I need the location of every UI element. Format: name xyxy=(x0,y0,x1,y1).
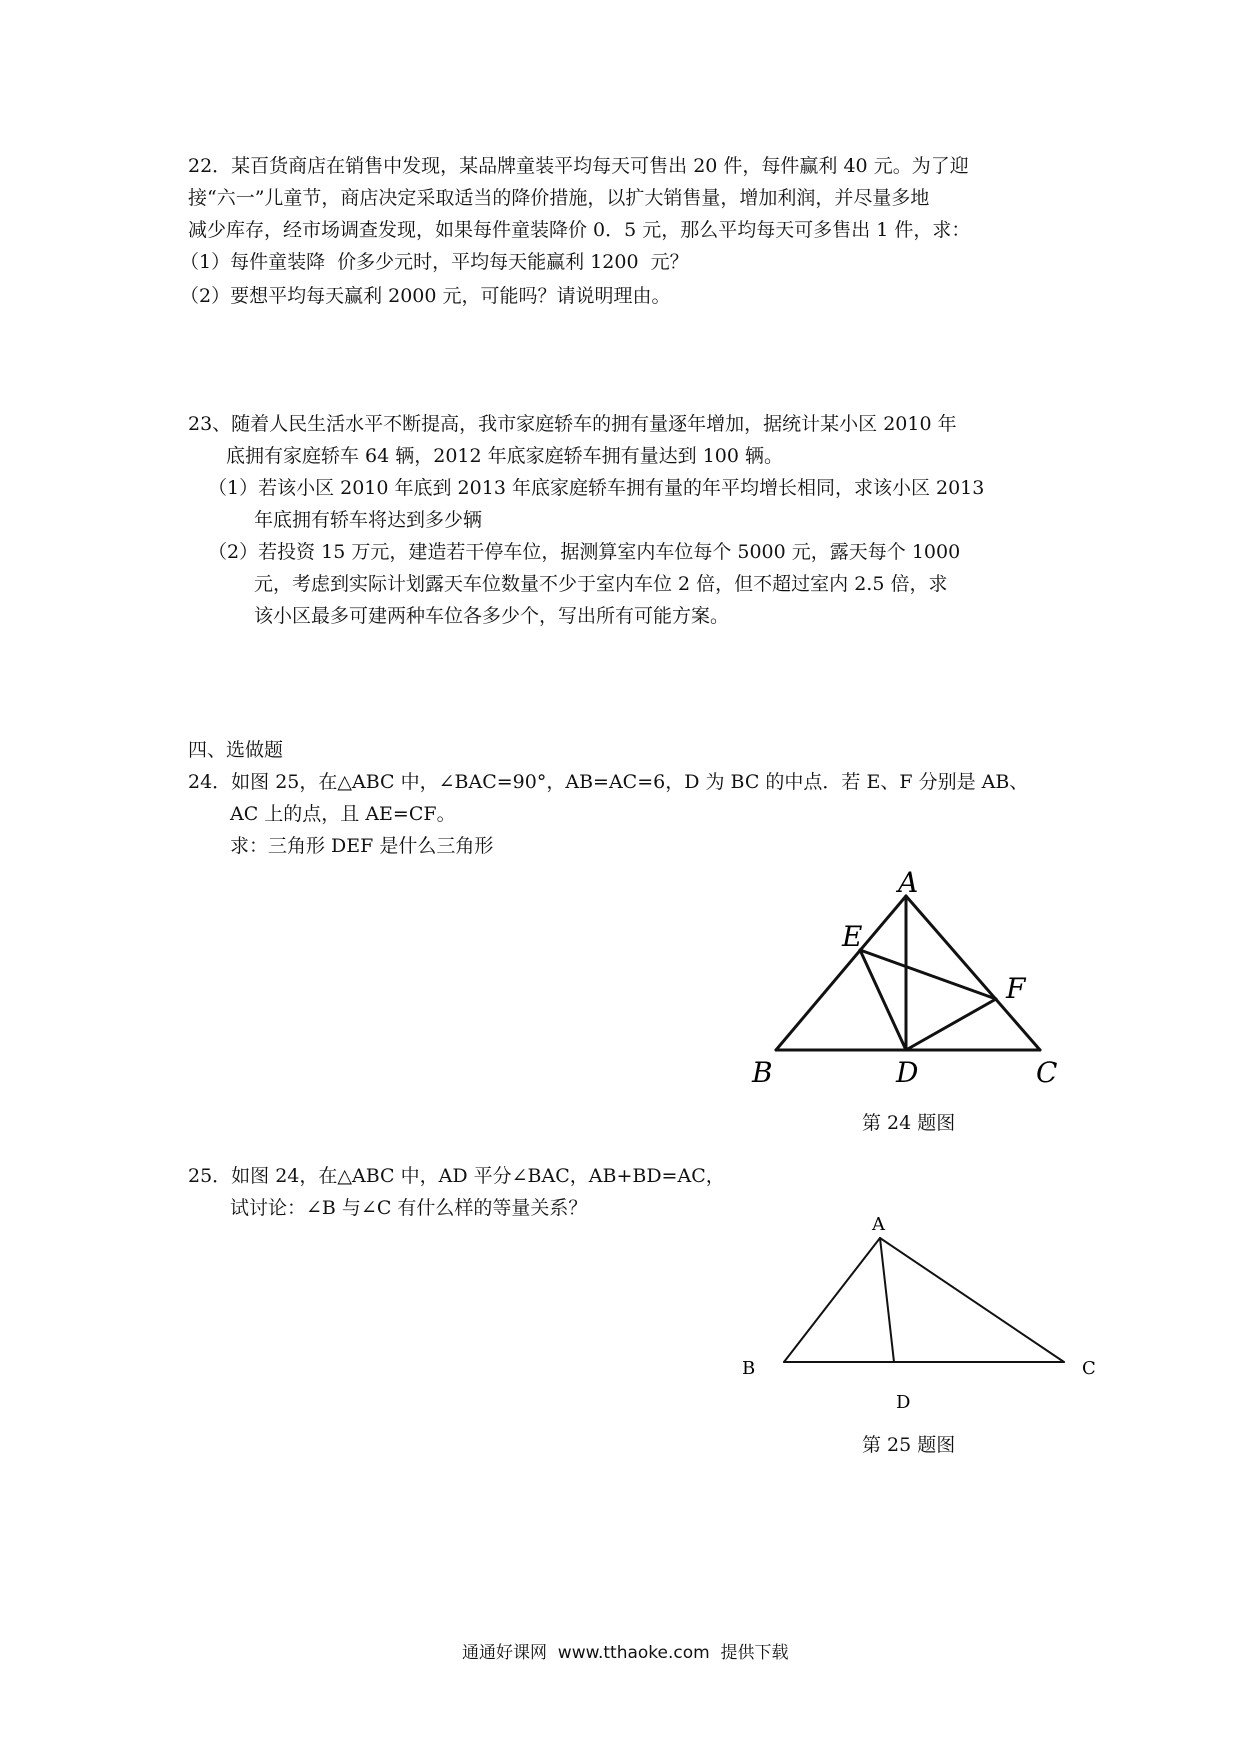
fig24-side-ac xyxy=(906,896,1040,1050)
q23-line-4: 年底拥有轿车将达到多少辆 xyxy=(254,509,483,531)
q22-line-3: 减少库存，经市场调查发现，如果每件童装降价 0．5 元，那么平均每天可多售出 1 件，求： xyxy=(188,219,971,241)
fig24-label-a: A xyxy=(898,866,919,899)
fig25-segment-ad xyxy=(880,1238,894,1362)
q22-line-1: 22．某百货商店在销售中发现，某品牌童装平均每天可售出 20 件，每件赢利 40 元。为了迎 xyxy=(188,155,969,177)
q23-line-6: 元，考虑到实际计划露天车位数量不少于室内车位 2 倍，但不超过室内 2.5 倍，求 xyxy=(254,573,948,595)
q22-line-4: （1）每件童装降 价多少元时，平均每天能赢利 1200 元？ xyxy=(180,251,689,273)
q22-line-2: 接“六一”儿童节，商店决定采取适当的降价措施，以扩大销售量，增加利润，并尽量多地 xyxy=(188,187,930,209)
figure-25-caption: 第 25 题图 xyxy=(862,1434,956,1456)
q23-line-3: （1）若该小区 2010 年底到 2013 年底家庭轿车拥有量的年平均增长相同，求该小区 2013 xyxy=(208,477,985,499)
q23-line-7: 该小区最多可建两种车位各多少个，写出所有可能方案。 xyxy=(254,605,730,627)
fig25-label-a: A xyxy=(872,1214,885,1235)
fig24-segment-ed xyxy=(860,950,906,1050)
q22-line-5: （2）要想平均每天赢利 2000 元，可能吗？请说明理由。 xyxy=(180,285,671,307)
fig24-label-c: C xyxy=(1036,1056,1058,1089)
q23-line-1: 23、随着人民生活水平不断提高，我市家庭轿车的拥有量逐年增加，据统计某小区 2010 年 xyxy=(188,413,957,435)
fig25-label-b: B xyxy=(742,1358,756,1379)
q24-line-1: 24．如图 25，在△ABC 中，∠BAC=90°，AB=AC=6，D 为 BC 的中点．若 E、F 分别是 AB、 xyxy=(188,771,1029,793)
fig25-label-d: D xyxy=(896,1392,911,1413)
fig24-label-f: F xyxy=(1006,972,1026,1005)
fig24-segment-ef xyxy=(860,950,996,999)
fig24-label-b: B xyxy=(752,1056,773,1089)
fig24-segment-fd xyxy=(906,999,996,1050)
section-heading: 四、选做题 xyxy=(188,739,284,761)
fig25-label-c: C xyxy=(1082,1358,1096,1379)
q25-line-2: 试讨论：∠B 与∠C 有什么样的等量关系？ xyxy=(230,1197,588,1219)
fig24-side-ab xyxy=(776,896,906,1050)
q24-line-2: AC 上的点，且 AE=CF。 xyxy=(230,803,456,825)
q25-line-1: 25．如图 24，在△ABC 中，AD 平分∠BAC，AB+BD=AC， xyxy=(188,1165,725,1187)
q24-line-3: 求：三角形 DEF 是什么三角形 xyxy=(230,835,494,857)
footer-text: 通通好课网 www.tthaoke.com 提供下载 xyxy=(462,1643,789,1663)
fig25-side-ac xyxy=(880,1238,1064,1362)
fig25-side-ab xyxy=(784,1238,880,1362)
fig24-label-e: E xyxy=(842,920,863,953)
q23-line-2: 底拥有家庭轿车 64 辆，2012 年底家庭轿车拥有量达到 100 辆。 xyxy=(226,445,783,467)
figure-24-caption: 第 24 题图 xyxy=(862,1112,956,1134)
q23-line-5: （2）若投资 15 万元，建造若干停车位，据测算室内车位每个 5000 元，露天每个 1000 xyxy=(208,541,961,563)
fig24-label-d: D xyxy=(896,1056,919,1089)
